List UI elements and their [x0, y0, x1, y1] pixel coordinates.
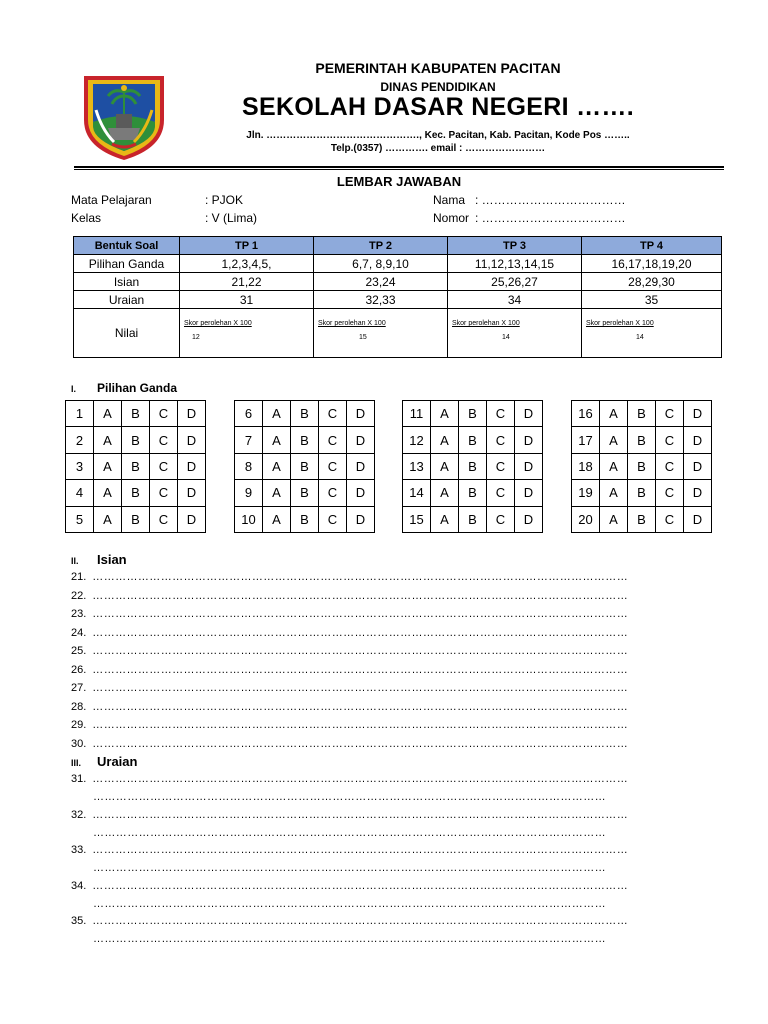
answer-option[interactable]: B: [122, 506, 150, 532]
answer-option[interactable]: B: [291, 427, 319, 453]
answer-dots: ……………………………………………………………………………………………………………………………: [92, 915, 629, 927]
answer-line[interactable]: [71, 719, 628, 731]
question-number: 1: [66, 401, 94, 427]
question-number: 13: [403, 453, 431, 479]
answer-option[interactable]: C: [487, 427, 515, 453]
question-number: 24.: [71, 626, 87, 639]
school-contact: Telp.(0357) …………. email : ……………………: [330, 143, 546, 154]
regency-emblem-icon: [78, 70, 170, 162]
answer-option[interactable]: D: [347, 453, 375, 479]
answer-option[interactable]: A: [263, 427, 291, 453]
formula-numerator: Skor perolehan X 100: [586, 320, 654, 327]
answer-option[interactable]: B: [628, 427, 656, 453]
answer-option[interactable]: D: [684, 480, 712, 506]
department-name: DINAS PENDIDIKAN: [380, 80, 496, 94]
question-number: 7: [235, 427, 263, 453]
answer-dots: ……………………………………………………………………………………………………………………………: [92, 844, 629, 856]
answer-option[interactable]: D: [515, 427, 543, 453]
answer-option[interactable]: C: [319, 401, 347, 427]
question-number: 2: [66, 427, 94, 453]
table-cell: 34: [448, 291, 582, 309]
answer-option[interactable]: D: [347, 480, 375, 506]
section-title: Isian: [97, 552, 127, 567]
answer-dots: ……………………………………………………………………………………………………………………………: [92, 808, 629, 821]
answer-option[interactable]: B: [628, 401, 656, 427]
answer-line[interactable]: [71, 590, 628, 602]
table-cell: Isian: [74, 273, 180, 291]
section-title: Pilihan Ganda: [97, 381, 178, 395]
number-field[interactable]: : ………………………………: [475, 211, 626, 225]
answer-option[interactable]: D: [178, 506, 206, 532]
answer-option[interactable]: A: [94, 401, 122, 427]
question-number: 32.: [71, 808, 87, 821]
question-number: 21.: [71, 571, 87, 583]
answer-option[interactable]: C: [487, 480, 515, 506]
answer-option[interactable]: C: [150, 480, 178, 506]
answer-option[interactable]: B: [122, 453, 150, 479]
table-cell: 1,2,3,4,5,: [180, 255, 314, 273]
question-number: 22.: [71, 589, 87, 602]
formula-denominator: 15: [359, 334, 367, 341]
answer-option[interactable]: B: [459, 427, 487, 453]
answer-line[interactable]: [71, 645, 628, 657]
answer-line[interactable]: [71, 880, 628, 892]
question-number: 31.: [71, 773, 87, 785]
table-cell: 6,7, 8,9,10: [314, 255, 448, 273]
table-row: [74, 255, 722, 273]
answer-option[interactable]: A: [94, 453, 122, 479]
question-number: 3: [66, 453, 94, 479]
answer-option[interactable]: D: [684, 401, 712, 427]
answer-row: [572, 506, 712, 532]
answer-line[interactable]: [71, 682, 628, 694]
answer-option[interactable]: D: [347, 401, 375, 427]
table-cell: Pilihan Ganda: [74, 255, 180, 273]
table-cell: 31: [180, 291, 314, 309]
section-title: Uraian: [97, 754, 138, 769]
section-isian-heading: [71, 552, 127, 567]
question-number: 35.: [71, 915, 87, 927]
subject-label: Mata Pelajaran: [71, 193, 152, 207]
question-number: 26.: [71, 663, 87, 676]
answer-option[interactable]: D: [515, 401, 543, 427]
header-divider: [74, 166, 724, 168]
table-cell: 21,22: [180, 273, 314, 291]
answer-option[interactable]: D: [684, 427, 712, 453]
answer-line[interactable]: [71, 738, 628, 750]
answer-option[interactable]: C: [319, 506, 347, 532]
name-field[interactable]: : ………………………………: [475, 193, 626, 207]
table-row-nilai: [74, 309, 722, 358]
answer-option[interactable]: C: [487, 453, 515, 479]
answer-option[interactable]: B: [291, 453, 319, 479]
answer-row: [235, 401, 375, 427]
header-cell: Bentuk Soal: [74, 237, 180, 255]
answer-row: [66, 480, 206, 506]
question-number: 16: [572, 401, 600, 427]
answer-option[interactable]: B: [459, 401, 487, 427]
answer-option[interactable]: D: [347, 506, 375, 532]
question-number: 4: [66, 480, 94, 506]
answer-option[interactable]: A: [600, 480, 628, 506]
answer-dots: ……………………………………………………………………………………………………………………………: [92, 737, 629, 750]
section-roman: I.: [71, 384, 77, 394]
question-number: 11: [403, 401, 431, 427]
answer-option[interactable]: C: [150, 401, 178, 427]
answer-option[interactable]: A: [431, 427, 459, 453]
answer-dots: ……………………………………………………………………………………………………………………………: [92, 682, 629, 694]
table-cell: 32,33: [314, 291, 448, 309]
header-divider-thin: [74, 169, 724, 170]
answer-dots: ……………………………………………………………………………………………………………………………: [92, 719, 629, 731]
answer-row: [235, 480, 375, 506]
answer-row: [235, 453, 375, 479]
section-pilihan-ganda-heading: [71, 381, 177, 395]
school-address: Jln. ………………………………………., Kec. Pacitan, Kab. Pacitan, Kode Pos ……..: [246, 130, 630, 141]
question-number: 20: [572, 506, 600, 532]
answer-option[interactable]: C: [487, 401, 515, 427]
answer-line[interactable]: [71, 773, 628, 785]
answer-dots: ……………………………………………………………………………………………………………………………: [92, 879, 629, 892]
answer-option[interactable]: B: [122, 401, 150, 427]
answer-option[interactable]: A: [94, 480, 122, 506]
answer-option[interactable]: A: [600, 401, 628, 427]
nilai-label: Nilai: [74, 309, 180, 358]
answer-option[interactable]: C: [656, 506, 684, 532]
answer-option[interactable]: C: [319, 453, 347, 479]
answer-option[interactable]: C: [150, 427, 178, 453]
section-roman: III.: [71, 758, 82, 768]
header-cell: TP 3: [448, 237, 582, 255]
question-number: 29.: [71, 719, 87, 731]
answer-row: [66, 401, 206, 427]
nilai-cell: [180, 309, 314, 358]
question-number: 10: [235, 506, 263, 532]
sheet-title: LEMBAR JAWABAN: [336, 174, 462, 189]
answer-option[interactable]: C: [150, 506, 178, 532]
answer-line[interactable]: [71, 608, 628, 620]
answer-option[interactable]: B: [459, 480, 487, 506]
answer-row: [572, 401, 712, 427]
answer-option[interactable]: A: [600, 506, 628, 532]
answer-grid: [234, 400, 375, 533]
answer-dots: ……………………………………………………………………………………………………………………………: [92, 663, 629, 676]
question-number: 33.: [71, 844, 87, 856]
class-label: Kelas: [71, 211, 102, 225]
answer-option[interactable]: B: [291, 480, 319, 506]
table-cell: Uraian: [74, 291, 180, 309]
answer-option[interactable]: C: [656, 453, 684, 479]
answer-option[interactable]: D: [178, 453, 206, 479]
answer-continuation-line[interactable]: ………………………………………………………………………………………………………………………: [93, 897, 606, 910]
answer-option[interactable]: A: [263, 453, 291, 479]
answer-option[interactable]: C: [319, 480, 347, 506]
name-label: Nama: [433, 193, 466, 207]
answer-option[interactable]: C: [656, 480, 684, 506]
question-number: 34.: [71, 879, 87, 892]
answer-continuation-line[interactable]: ………………………………………………………………………………………………………………………: [93, 826, 606, 839]
question-number: 8: [235, 453, 263, 479]
answer-option[interactable]: C: [656, 427, 684, 453]
answer-option[interactable]: D: [684, 453, 712, 479]
answer-option[interactable]: B: [628, 506, 656, 532]
school-name: SEKOLAH DASAR NEGERI …….: [242, 93, 634, 121]
answer-option[interactable]: D: [178, 427, 206, 453]
answer-row: [403, 506, 543, 532]
answer-line[interactable]: [71, 844, 628, 856]
answer-option[interactable]: C: [150, 453, 178, 479]
subject-value: : PJOK: [205, 193, 244, 207]
answer-row: [403, 427, 543, 453]
answer-option[interactable]: C: [319, 427, 347, 453]
formula-denominator: 14: [636, 334, 644, 341]
answer-line[interactable]: [71, 701, 628, 713]
nilai-cell: [314, 309, 448, 358]
question-number: 27.: [71, 682, 87, 694]
answer-option[interactable]: D: [515, 453, 543, 479]
question-number: 17: [572, 427, 600, 453]
question-number: 28.: [71, 700, 87, 713]
answer-option[interactable]: D: [178, 401, 206, 427]
answer-option[interactable]: B: [122, 427, 150, 453]
answer-option[interactable]: A: [263, 401, 291, 427]
question-number: 14: [403, 480, 431, 506]
section-roman: II.: [71, 556, 79, 566]
answer-option[interactable]: A: [431, 506, 459, 532]
table-cell: 28,29,30: [582, 273, 722, 291]
answer-option[interactable]: B: [291, 506, 319, 532]
answer-option[interactable]: D: [684, 506, 712, 532]
question-number: 6: [235, 401, 263, 427]
score-table-header: [74, 237, 722, 255]
answer-dots: ……………………………………………………………………………………………………………………………: [92, 589, 629, 602]
header-cell: TP 1: [180, 237, 314, 255]
answer-dots: ……………………………………………………………………………………………………………………………: [92, 626, 629, 639]
table-cell: 35: [582, 291, 722, 309]
answer-option[interactable]: D: [515, 480, 543, 506]
answer-grid: [402, 400, 543, 533]
answer-grid: [571, 400, 712, 533]
answer-row: [572, 453, 712, 479]
answer-row: [403, 480, 543, 506]
nilai-cell: [448, 309, 582, 358]
answer-row: [235, 506, 375, 532]
answer-grid: [65, 400, 206, 533]
table-cell: 11,12,13,14,15: [448, 255, 582, 273]
class-value: : V (Lima): [205, 211, 258, 225]
answer-row: [403, 453, 543, 479]
answer-line[interactable]: [71, 627, 628, 639]
question-number: 25.: [71, 645, 87, 657]
answer-option[interactable]: D: [347, 427, 375, 453]
table-row: [74, 273, 722, 291]
header-cell: TP 4: [582, 237, 722, 255]
question-number: 23.: [71, 608, 87, 620]
answer-row: [403, 401, 543, 427]
table-row: [74, 291, 722, 309]
answer-row: [235, 427, 375, 453]
answer-row: [572, 427, 712, 453]
answer-option[interactable]: C: [656, 401, 684, 427]
answer-option[interactable]: C: [487, 506, 515, 532]
answer-option[interactable]: B: [459, 506, 487, 532]
question-number: 9: [235, 480, 263, 506]
table-cell: 23,24: [314, 273, 448, 291]
answer-dots: ……………………………………………………………………………………………………………………………: [92, 645, 629, 657]
answer-line[interactable]: [71, 571, 628, 583]
answer-option[interactable]: B: [459, 453, 487, 479]
answer-line[interactable]: [71, 915, 628, 927]
formula-numerator: Skor perolehan X 100: [318, 320, 386, 327]
question-number: 5: [66, 506, 94, 532]
answer-option[interactable]: A: [431, 480, 459, 506]
table-cell: 16,17,18,19,20: [582, 255, 722, 273]
answer-line[interactable]: [71, 664, 628, 676]
answer-option[interactable]: B: [122, 480, 150, 506]
answer-row: [66, 427, 206, 453]
question-number: 12: [403, 427, 431, 453]
answer-line[interactable]: [71, 809, 628, 821]
answer-row: [66, 453, 206, 479]
formula-denominator: 14: [502, 334, 510, 341]
answer-option[interactable]: A: [263, 506, 291, 532]
answer-option[interactable]: B: [628, 453, 656, 479]
answer-option[interactable]: A: [600, 453, 628, 479]
answer-option[interactable]: A: [94, 506, 122, 532]
answer-row: [66, 506, 206, 532]
answer-dots: ……………………………………………………………………………………………………………………………: [92, 700, 629, 713]
answer-dots: ……………………………………………………………………………………………………………………………: [92, 773, 629, 785]
formula-numerator: Skor perolehan X 100: [452, 320, 520, 327]
answer-row: [572, 480, 712, 506]
nilai-cell: [582, 309, 722, 358]
answer-continuation-line[interactable]: ………………………………………………………………………………………………………………………: [93, 933, 606, 945]
formula-numerator: Skor perolehan X 100: [184, 320, 252, 327]
answer-option[interactable]: A: [600, 427, 628, 453]
answer-option[interactable]: B: [291, 401, 319, 427]
question-number: 15: [403, 506, 431, 532]
score-table: [73, 236, 722, 358]
answer-continuation-line[interactable]: ………………………………………………………………………………………………………………………: [93, 791, 606, 803]
answer-dots: ……………………………………………………………………………………………………………………………: [92, 571, 629, 583]
section-uraian-heading: [71, 754, 137, 769]
table-cell: 25,26,27: [448, 273, 582, 291]
answer-option[interactable]: D: [178, 480, 206, 506]
answer-option[interactable]: A: [431, 453, 459, 479]
answer-continuation-line[interactable]: ………………………………………………………………………………………………………………………: [93, 862, 606, 874]
question-number: 19: [572, 480, 600, 506]
question-number: 18: [572, 453, 600, 479]
answer-option[interactable]: B: [628, 480, 656, 506]
answer-option[interactable]: D: [515, 506, 543, 532]
answer-option[interactable]: A: [94, 427, 122, 453]
answer-option[interactable]: A: [263, 480, 291, 506]
answer-option[interactable]: A: [431, 401, 459, 427]
formula-denominator: 12: [192, 334, 200, 341]
government-name: PEMERINTAH KABUPATEN PACITAN: [315, 60, 561, 76]
header-cell: TP 2: [314, 237, 448, 255]
question-number: 30.: [71, 737, 87, 750]
answer-dots: ……………………………………………………………………………………………………………………………: [92, 608, 629, 620]
number-label: Nomor: [433, 211, 470, 225]
